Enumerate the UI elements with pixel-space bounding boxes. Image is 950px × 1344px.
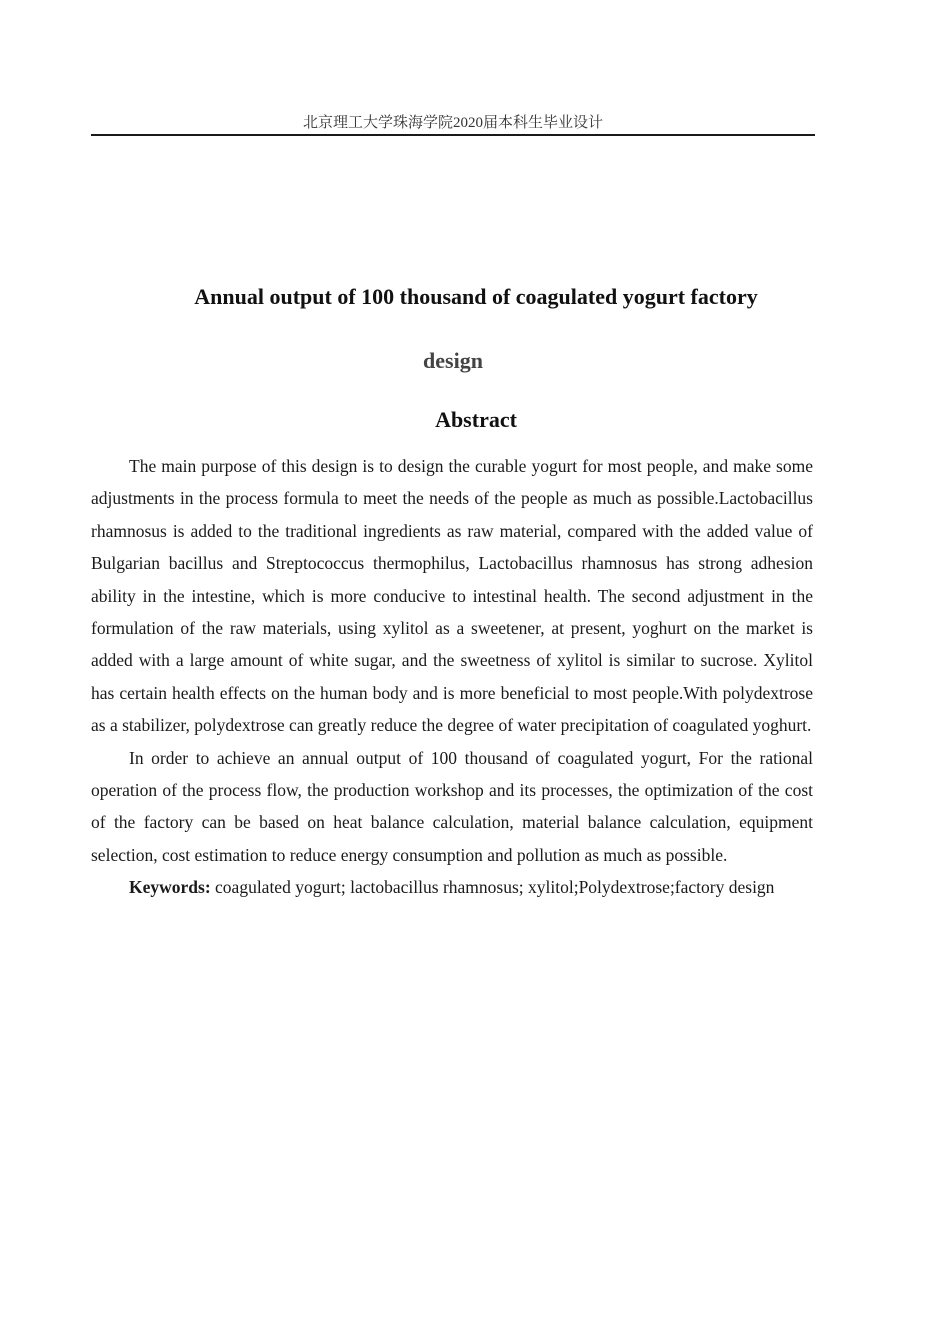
abstract-paragraph-2: In order to achieve an annual output of 100 thousand of coagulated yogurt, For the rational operation of the process flow, the production workshop and its processes, the optimization of the cost of the factory can be based on heat balance calculation, material balance calculation, equipment selection, cost estimation to reduce energy consumption and pollution as much as possible. [91,747,813,865]
abstract-paragraph-1: The main purpose of this design is to design the curable yogurt for most people, and make some adjustments in the process formula to meet the needs of the people as much as possible.Lactobacillus rhamnosus is added to the traditional ingredients as raw material, compared with the added value of Bulgarian bacillus and Streptococcus thermophilus, Lactobacillus rhamnosus has strong adhesion ability in the intestine, which is more conducive to intestinal health. The second adjustment in the formulation of the raw materials, using xylitol as a sweetener, at present, yoghurt on the market is added with a large amount of white sugar, and the sweetness of xylitol is similar to sucrose. Xylitol has certain health effects on the human body and is more beneficial to most people.With polydextrose as a stabilizer, polydextrose can greatly reduce the degree of water precipitation of coagulated yoghurt. [91,456,813,736]
keywords-label: Keywords: [129,877,211,898]
page-header: 北京理工大学珠海学院2020届本科生毕业设计 [91,112,815,136]
abstract-heading: Abstract [435,407,517,432]
document-title-continuation: design [423,348,483,373]
document-title: Annual output of 100 thousand of coagulated yogurt factory [194,284,758,309]
keywords-text: coagulated yogurt; lactobacillus rhamnosus; xylitol;Polydextrose;factory design [210,877,775,898]
keywords-line [91,871,813,903]
abstract-body [91,450,813,904]
